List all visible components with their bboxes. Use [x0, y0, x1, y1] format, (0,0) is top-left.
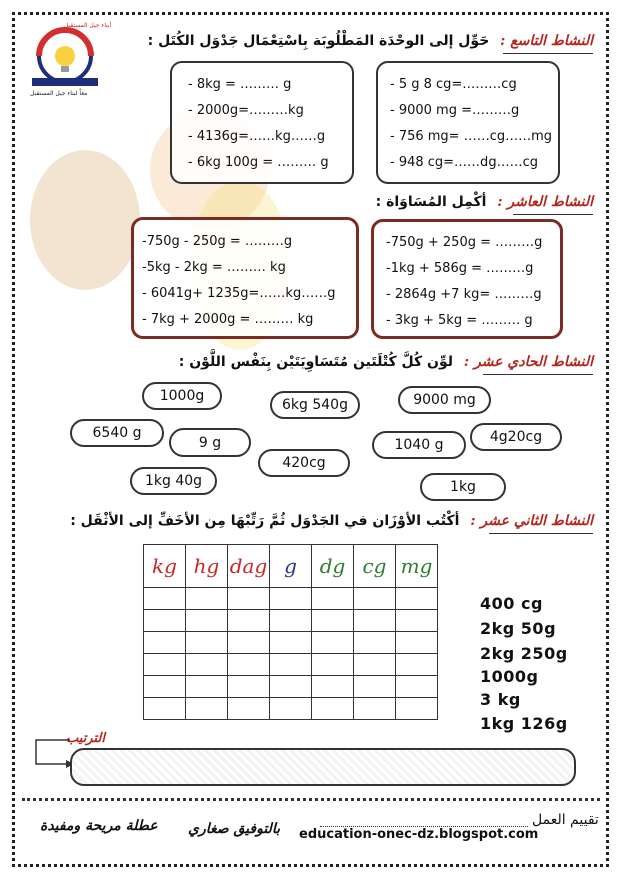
weight-pill[interactable]: 1kg 40g	[130, 467, 217, 495]
unit-header-dag: dag	[228, 545, 270, 588]
units-table-cell[interactable]	[354, 632, 396, 654]
activity10-instruction: أكْمِل المُسَاوَاة :	[375, 194, 487, 210]
units-table-cell[interactable]	[354, 588, 396, 610]
weight-pill[interactable]: 420cg	[258, 449, 350, 477]
units-table-cell[interactable]	[186, 588, 228, 610]
unit-header-g: g	[270, 545, 312, 588]
activity9-left-line: - 6kg 100g = ……… g	[188, 155, 329, 170]
units-table-cell[interactable]	[144, 610, 186, 632]
units-table-cell[interactable]	[312, 588, 354, 610]
activity9-left-line: - 2000g=………kg	[188, 103, 304, 118]
weight-pill[interactable]: 9 g	[169, 428, 251, 457]
weight-pill[interactable]: 6kg 540g	[270, 391, 360, 419]
activity12-title	[70, 513, 593, 529]
weight-pill[interactable]: 9000 mg	[398, 386, 491, 414]
activity10-right-line: - 3kg + 5kg = ……… g	[386, 313, 533, 328]
logo-text-bottom: معاً لبناء جيل المستقبل	[30, 90, 88, 97]
activity10-left-line: - 7kg + 2000g = ……… kg	[142, 312, 314, 327]
units-table-cell[interactable]	[270, 632, 312, 654]
units-table-cell[interactable]	[354, 676, 396, 698]
units-table-cell[interactable]	[312, 632, 354, 654]
weight-item: 1kg 126g	[480, 714, 568, 733]
units-table-cell[interactable]	[396, 654, 438, 676]
units-table-cell[interactable]	[396, 610, 438, 632]
logo	[24, 22, 112, 104]
weight-item: 2kg 50g	[480, 619, 557, 638]
units-table-cell[interactable]	[186, 654, 228, 676]
units-table-cell[interactable]	[396, 588, 438, 610]
units-table-cell[interactable]	[186, 610, 228, 632]
units-table-cell[interactable]	[312, 654, 354, 676]
units-table-cell[interactable]	[228, 632, 270, 654]
weight-pill[interactable]: 4g20cg	[470, 423, 562, 451]
activity11-label: النشاط الحادي عشر :	[463, 354, 593, 370]
units-table	[143, 544, 438, 720]
units-table-cell[interactable]	[186, 698, 228, 720]
units-table-cell[interactable]	[270, 698, 312, 720]
activity10-left-line: - 6041g+ 1235g=……kg……g	[142, 286, 336, 301]
activity10-right-box	[371, 219, 563, 339]
units-table-cell[interactable]	[270, 654, 312, 676]
activity9-right-box	[376, 61, 560, 184]
units-table-cell[interactable]	[396, 698, 438, 720]
units-table-cell[interactable]	[144, 676, 186, 698]
units-table-cell[interactable]	[144, 588, 186, 610]
activity11-title	[179, 354, 593, 370]
unit-header-hg: hg	[186, 545, 228, 588]
activity10-right-line: -750g + 250g = ………g	[386, 235, 543, 250]
activity12-label: النشاط الثاني عشر :	[470, 513, 593, 529]
good-luck-text: بالتوفيق صغاري	[188, 821, 280, 837]
weight-item: 400 cg	[480, 594, 543, 613]
activity9-left-line: - 8kg = ……… g	[188, 77, 292, 92]
holiday-text: عطلة مريحة ومفيدة	[40, 818, 158, 834]
units-table-cell[interactable]	[270, 610, 312, 632]
activity9-left-line: - 4136g=……kg……g	[188, 129, 326, 144]
weight-pill[interactable]: 1kg	[420, 473, 506, 501]
weight-item: 3 kg	[480, 690, 521, 709]
activity9-right-line: - 756 mg= ……cg……mg	[390, 129, 553, 144]
activity12-instruction: أكْتُب الأوْزَان في الجَدْوَل ثُمَّ رَتِّبْهَا مِن الأخَفِّ إلى الأثْقَل :	[70, 513, 460, 529]
activity9-label: النشاط التاسع :	[500, 33, 593, 49]
units-table-cell[interactable]	[144, 698, 186, 720]
units-table-header	[144, 545, 438, 588]
activity10-title	[376, 194, 593, 210]
units-table-cell[interactable]	[186, 632, 228, 654]
activity10-right-line: -1kg + 586g = ………g	[386, 261, 534, 276]
units-table-cell[interactable]	[228, 654, 270, 676]
units-table-row	[144, 654, 438, 676]
activity9-right-line: - 948 cg=……dg……cg	[390, 155, 538, 170]
unit-header-kg: kg	[144, 545, 186, 588]
logo-text-top: أبناء جيل المستقبل	[64, 22, 112, 29]
unit-header-mg: mg	[396, 545, 438, 588]
units-table-cell[interactable]	[228, 610, 270, 632]
website: education-onec-dz.blogspot.com	[299, 827, 539, 842]
units-table-cell[interactable]	[354, 698, 396, 720]
units-table-row	[144, 676, 438, 698]
weight-pill[interactable]: 6540 g	[70, 419, 164, 447]
units-table-cell[interactable]	[186, 676, 228, 698]
activity9-right-line: - 9000 mg =………g	[390, 103, 520, 118]
order-answer-field[interactable]	[70, 748, 576, 786]
unit-header-cg: cg	[354, 545, 396, 588]
units-table-row	[144, 588, 438, 610]
weight-item: 2kg 250g	[480, 644, 568, 663]
activity10-left-line: -5kg - 2kg = ……… kg	[142, 260, 286, 275]
evaluation-label: تقييم العمل	[532, 812, 599, 828]
units-table-cell[interactable]	[354, 610, 396, 632]
activity10-label: النشاط العاشر :	[497, 194, 593, 210]
units-table-cell[interactable]	[354, 654, 396, 676]
activity11-instruction: لوِّن كُلَّ كُتْلَتَين مُتَسَاوِيَتَيْن بِنَفْس اللَّوْن :	[178, 354, 454, 370]
units-table-cell[interactable]	[228, 676, 270, 698]
footer-divider	[22, 798, 600, 801]
activity9-title	[148, 33, 593, 49]
units-table-cell[interactable]	[144, 654, 186, 676]
units-table-cell[interactable]	[228, 588, 270, 610]
units-table-cell[interactable]	[270, 676, 312, 698]
units-table-row	[144, 610, 438, 632]
units-table-row	[144, 632, 438, 654]
units-table-cell[interactable]	[396, 676, 438, 698]
activity10-right-line: - 2864g +7 kg= ………g	[386, 287, 542, 302]
units-table-row	[144, 698, 438, 720]
units-table-cell[interactable]	[396, 632, 438, 654]
weight-item: 1000g	[480, 667, 539, 686]
activity9-instruction: حَوِّل إلى الوحْدَة المَطْلُوبَة بِاسْتِعْمَال جَدْوَل الكُتَل :	[147, 33, 490, 49]
units-table-cell[interactable]	[312, 610, 354, 632]
units-table-cell[interactable]	[270, 588, 312, 610]
unit-header-dg: dg	[312, 545, 354, 588]
activity10-left-line: -750g - 250g = ………g	[142, 234, 293, 249]
units-table-cell[interactable]	[312, 676, 354, 698]
activity10-left-box	[131, 217, 359, 339]
units-table-cell[interactable]	[144, 632, 186, 654]
weight-pill[interactable]: 1000g	[142, 382, 222, 410]
units-table-cell[interactable]	[228, 698, 270, 720]
activity9-left-box	[170, 61, 354, 184]
units-table-cell[interactable]	[312, 698, 354, 720]
activity9-right-line: - 5 g 8 cg=………cg	[390, 77, 517, 92]
background-decoration	[30, 150, 140, 290]
weight-pill[interactable]: 1040 g	[372, 431, 466, 459]
order-label: الترتيب	[66, 731, 105, 746]
